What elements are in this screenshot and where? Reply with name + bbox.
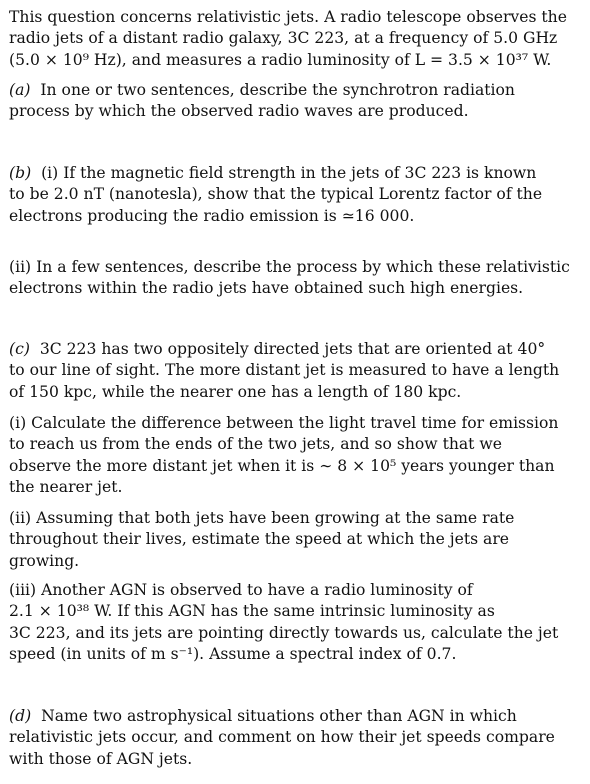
text-line: with those of AGN jets. xyxy=(9,749,193,768)
text-line: radio jets of a distant radio galaxy, 3C 223, at a frequency of 5.0 GHz xyxy=(9,29,558,48)
part-c-text: 3C 223 has two oppositely directed jets that are oriented at 40° xyxy=(39,340,546,358)
text-line: (5.0 × 10⁹ Hz), and measures a radio luminosity of L = 3.5 × 10³⁷ W. xyxy=(9,50,552,69)
text-line: to reach us from the ends of the two jets, and so show that we xyxy=(9,435,502,454)
text-line: (i) Calculate the difference between the light travel time for emission xyxy=(9,414,559,432)
text-line: 3C 223, and its jets are pointing directly towards us, calculate the jet xyxy=(9,623,559,642)
text-line: electrons producing the radio emission is ≃16 000. xyxy=(9,206,415,225)
part-c-label: (c) xyxy=(9,340,30,358)
text-line: throughout their lives, estimate the speed at which the jets are xyxy=(9,530,510,549)
text-line: This question concerns relativistic jets. A radio telescope observes the xyxy=(9,8,567,26)
text-line: observe the more distant jet when it is ∼ 8 × 10⁵ years younger than xyxy=(9,456,555,475)
text-line: the nearer jet. xyxy=(9,477,123,496)
part-b-i xyxy=(9,163,581,227)
text-line: process by which the observed radio waves are produced. xyxy=(9,102,469,121)
part-d-text: Name two astrophysical situations other than AGN in which xyxy=(41,707,517,725)
text-line: to our line of sight. The more distant jet is measured to have a length xyxy=(9,361,560,380)
text-line xyxy=(9,706,581,727)
text-line: (iii) Another AGN is observed to have a radio luminosity of xyxy=(9,581,473,599)
text-line: 2.1 × 10³⁸ W. If this AGN has the same intrinsic luminosity as xyxy=(9,602,495,621)
intro-paragraph xyxy=(9,7,581,71)
part-b-i-text: (i) If the magnetic field strength in the jets of 3C 223 is known xyxy=(41,164,537,182)
text-line xyxy=(9,80,581,101)
text-line: of 150 kpc, while the nearer one has a length of 180 kpc. xyxy=(9,382,462,401)
part-a xyxy=(9,80,581,123)
part-d xyxy=(9,706,581,770)
text-line: to be 2.0 nT (nanotesla), show that the typical Lorentz factor of the xyxy=(9,185,543,204)
text-line: speed (in units of m s⁻¹). Assume a spectral index of 0.7. xyxy=(9,644,457,663)
text-line: (ii) Assuming that both jets have been growing at the same rate xyxy=(9,509,515,527)
part-c-iii xyxy=(9,580,581,665)
text-line: (ii) In a few sentences, describe the process by which these relativistic xyxy=(9,258,570,276)
text-line xyxy=(9,163,581,184)
part-c xyxy=(9,339,581,403)
part-b-ii xyxy=(9,257,581,300)
part-c-ii xyxy=(9,508,581,572)
part-a-label: (a) xyxy=(9,81,31,99)
part-b-label: (b) xyxy=(9,164,32,182)
text-line: electrons within the radio jets have obtained such high energies. xyxy=(9,279,524,298)
part-a-text: In one or two sentences, describe the synchrotron radiation xyxy=(40,81,515,99)
text-line: growing. xyxy=(9,551,80,570)
text-line xyxy=(9,339,581,360)
part-c-i xyxy=(9,413,581,498)
text-line: relativistic jets occur, and comment on how their jet speeds compare xyxy=(9,728,555,747)
part-d-label: (d) xyxy=(9,707,32,725)
